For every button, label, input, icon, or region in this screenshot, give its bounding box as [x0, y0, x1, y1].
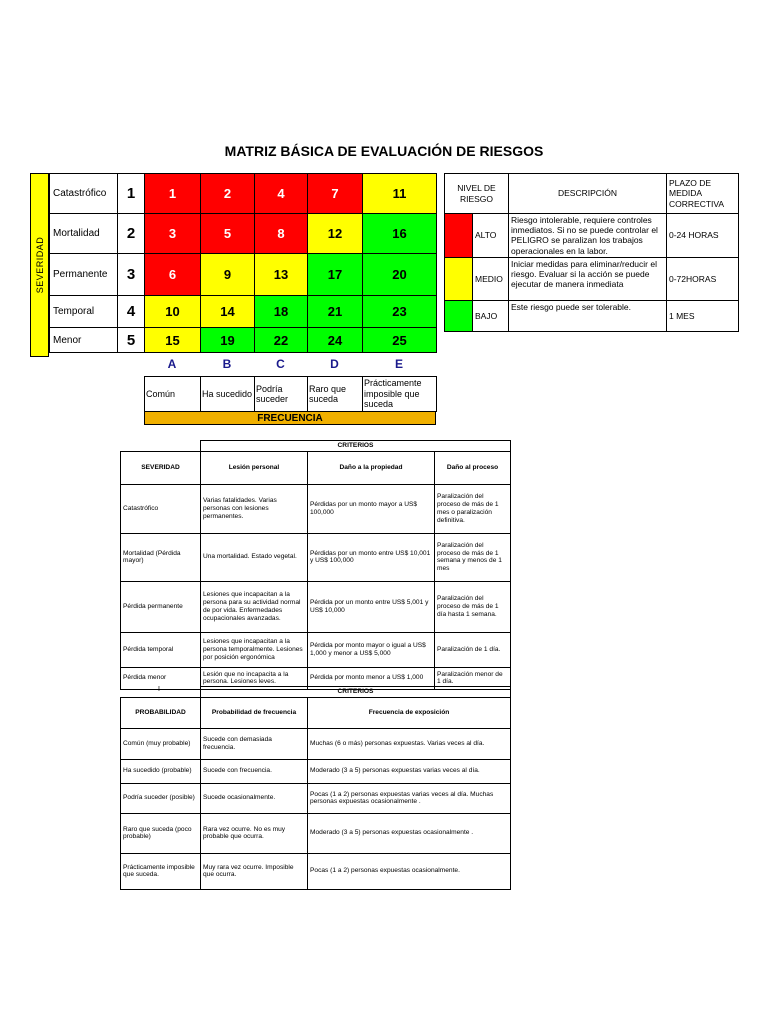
- probability-table-cell: Pocas (1 a 2) personas expuestas varias veces al día. Muchas personas expuestas ocasionalmente .: [308, 783, 511, 813]
- severity-number: 2: [118, 214, 145, 254]
- freq-desc-e: Prácticamente imposible que suceda: [363, 377, 437, 412]
- risk-cell: 4: [255, 174, 308, 214]
- severity-criteria-header: CRITERIOS: [201, 441, 511, 452]
- severity-table-cell: Paralización del proceso de más de 1 mes o paralización definitiva.: [435, 484, 511, 533]
- risk-level-legend: [444, 173, 739, 332]
- probability-table-cell: Rara vez ocurre. No es muy probable que ocurra.: [201, 813, 308, 853]
- prob-frecuencia-col-header: Probabilidad de frecuencia: [201, 697, 308, 728]
- severity-table-cell: Mortalidad (Pérdida mayor): [121, 533, 201, 581]
- legend-header-plazo: PLAZO DE MEDIDA CORRECTIVA: [667, 174, 739, 214]
- probability-criteria-header: CRITERIOS: [201, 687, 511, 698]
- severity-table-cell: Lesiones que incapacitan a la persona para su actividad normal de por vida. Enfermedades ocupacionales avanzadas.: [201, 581, 308, 632]
- risk-cell: 9: [201, 254, 255, 296]
- risk-cell: 16: [363, 214, 437, 254]
- risk-cell: 22: [255, 328, 308, 353]
- risk-cell: 14: [201, 296, 255, 328]
- freq-desc-c: Podría suceder: [255, 377, 308, 412]
- probabilidad-col-header: PROBABILIDAD: [121, 697, 201, 728]
- legend-plazo-bajo: 1 MES: [667, 300, 739, 331]
- probability-table-cell: Ha sucedido (probable): [121, 759, 201, 783]
- legend-plazo-medio: 0-72HORAS: [667, 257, 739, 300]
- table-marker: I: [158, 686, 160, 693]
- risk-cell: 20: [363, 254, 437, 296]
- legend-desc-bajo: Este riesgo puede ser tolerable.: [509, 300, 667, 331]
- risk-cell: 21: [308, 296, 363, 328]
- probability-table-cell: Muy rara vez ocurre. Imposible que ocurra.: [201, 853, 308, 889]
- frequency-axis-label: FRECUENCIA: [144, 411, 436, 425]
- severity-table-cell: Varias fatalidades. Varias personas con lesiones permanentes.: [201, 484, 308, 533]
- risk-cell: 6: [145, 254, 201, 296]
- severity-number: 3: [118, 254, 145, 296]
- frequency-letter: A: [167, 357, 177, 371]
- risk-cell: 3: [145, 214, 201, 254]
- risk-cell: 5: [201, 214, 255, 254]
- severity-table-cell: Pérdida temporal: [121, 632, 201, 667]
- severity-label: Mortalidad: [50, 214, 118, 254]
- risk-cell: 10: [145, 296, 201, 328]
- severity-table-cell: Paralización de 1 día.: [435, 632, 511, 667]
- legend-nivel-medio: MEDIO: [473, 257, 509, 300]
- propiedad-col-header: Daño a la propiedad: [308, 451, 435, 484]
- severity-number: 4: [118, 296, 145, 328]
- probability-table-cell: Común (muy probable): [121, 728, 201, 759]
- risk-cell: 2: [201, 174, 255, 214]
- severity-col-header: SEVERIDAD: [121, 451, 201, 484]
- frequency-letter: C: [276, 357, 285, 371]
- severity-table-cell: Pérdida menor: [121, 667, 201, 689]
- risk-cell: 13: [255, 254, 308, 296]
- severity-table-cell: Pérdida por un monto entre US$ 5,001 y US$ 10,000: [308, 581, 435, 632]
- risk-cell: 24: [308, 328, 363, 353]
- legend-desc-alto: Riesgo intolerable, requiere controles inmediatos. Si no se puede controlar el PELIGRO se paralizan los trabajos operacionales en la labor.: [509, 214, 667, 258]
- severity-table-cell: Paralización del proceso de más de 1 semana y menos de 1 mes: [435, 533, 511, 581]
- severity-criteria-table: [120, 440, 511, 690]
- legend-swatch-alto: [445, 214, 473, 258]
- severity-label: Temporal: [50, 296, 118, 328]
- frequency-descriptions: [144, 376, 437, 412]
- probability-table-cell: Pocas (1 a 2) personas expuestas ocasionalmente.: [308, 853, 511, 889]
- freq-desc-a: Común: [145, 377, 201, 412]
- severity-table-cell: Pérdida por monto mayor o igual a US$ 1,000 y menor a US$ 5,000: [308, 632, 435, 667]
- freq-desc-d: Raro que suceda: [308, 377, 363, 412]
- frequency-letter: D: [330, 357, 339, 371]
- risk-cell: 12: [308, 214, 363, 254]
- risk-cell: 25: [363, 328, 437, 353]
- probability-table-cell: Moderado (3 a 5) personas expuestas varias veces al día.: [308, 759, 511, 783]
- severity-number: 1: [118, 174, 145, 214]
- probability-table-cell: Raro que suceda (poco probable): [121, 813, 201, 853]
- legend-nivel-alto: ALTO: [473, 214, 509, 258]
- risk-cell: 18: [255, 296, 308, 328]
- severity-axis-label: SEVERIDAD: [35, 236, 45, 294]
- severity-table-cell: Pérdidas por un monto mayor a US$ 100,000: [308, 484, 435, 533]
- severity-label: Permanente: [50, 254, 118, 296]
- probability-table-cell: Podría suceder (posible): [121, 783, 201, 813]
- frequency-letter: E: [394, 357, 403, 371]
- severity-number: 5: [118, 328, 145, 353]
- probability-criteria-table: [120, 686, 511, 890]
- severity-table-cell: Pérdidas por un monto entre US$ 10,001 y US$ 100,000: [308, 533, 435, 581]
- legend-swatch-medio: [445, 257, 473, 300]
- risk-cell: 7: [308, 174, 363, 214]
- severity-table-cell: Pérdida permanente: [121, 581, 201, 632]
- freq-desc-b: Ha sucedido: [201, 377, 255, 412]
- probability-table-cell: Moderado (3 a 5) personas expuestas ocasionalmente .: [308, 813, 511, 853]
- severity-table-cell: Catastrófico: [121, 484, 201, 533]
- frequency-letter: B: [222, 357, 232, 371]
- probability-table-cell: Sucede con demasiada frecuencia.: [201, 728, 308, 759]
- severity-table-cell: Lesión que no incapacita a la persona. Lesiones leves.: [201, 667, 308, 689]
- severity-label: Catastrófico: [50, 174, 118, 214]
- legend-nivel-bajo: BAJO: [473, 300, 509, 331]
- lesion-col-header: Lesión personal: [201, 451, 308, 484]
- legend-plazo-alto: 0-24 HORAS: [667, 214, 739, 258]
- risk-cell: 1: [145, 174, 201, 214]
- risk-cell: 8: [255, 214, 308, 254]
- severity-table-cell: Pérdida por monto menor a US$ 1,000: [308, 667, 435, 689]
- risk-cell: 17: [308, 254, 363, 296]
- probability-table-cell: Sucede con frecuencia.: [201, 759, 308, 783]
- legend-header-desc: DESCRIPCIÓN: [509, 174, 667, 214]
- probability-table-cell: Muchas (6 o más) personas expuestas. Varias veces al día.: [308, 728, 511, 759]
- severity-table-cell: Lesiones que incapacitan a la persona temporalmente. Lesiones por posición ergonómica: [201, 632, 308, 667]
- risk-cell: 19: [201, 328, 255, 353]
- risk-cell: 15: [145, 328, 201, 353]
- severity-table-cell: Paralización del proceso de más de 1 día hasta 1 semana.: [435, 581, 511, 632]
- risk-cell: 11: [363, 174, 437, 214]
- severity-label: Menor: [50, 328, 118, 353]
- risk-cell: 23: [363, 296, 437, 328]
- probability-table-cell: Sucede ocasionalmente.: [201, 783, 308, 813]
- risk-matrix: [49, 173, 437, 353]
- legend-swatch-bajo: [445, 300, 473, 331]
- severity-table-cell: Paralización menor de 1 día.: [435, 667, 511, 689]
- legend-header-nivel: NIVEL DE RIESGO: [445, 174, 509, 214]
- probability-table-cell: Prácticamente imposible que suceda.: [121, 853, 201, 889]
- page-title: MATRIZ BÁSICA DE EVALUACIÓN DE RIESGOS: [224, 143, 544, 159]
- severity-table-cell: Una mortalidad. Estado vegetal.: [201, 533, 308, 581]
- proceso-col-header: Daño al proceso: [435, 451, 511, 484]
- legend-desc-medio: Iniciar medidas para eliminar/reducir el riesgo. Evaluar si la acción se puede ejecutar de manera inmediata: [509, 257, 667, 300]
- frec-exposicion-col-header: Frecuencia de exposición: [308, 697, 511, 728]
